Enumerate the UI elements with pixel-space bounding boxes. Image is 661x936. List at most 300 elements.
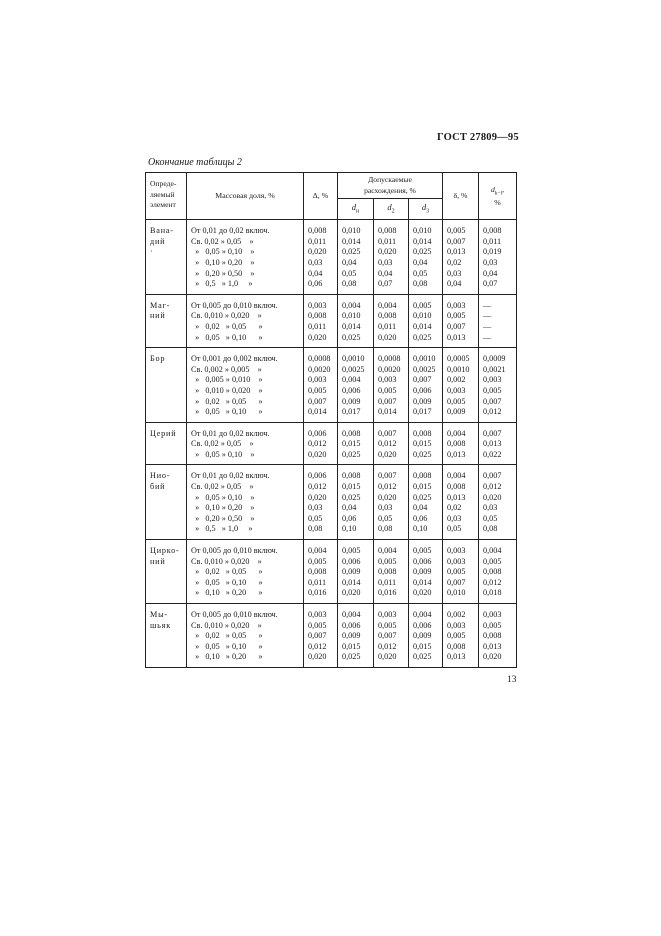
cell-line: 0,005 [413, 546, 432, 556]
cell-line: 0,025 [413, 332, 432, 342]
cell-line: 0,005 [483, 620, 502, 630]
cell-line: 0,003 [447, 620, 466, 630]
cell-line: 0,016 [378, 588, 397, 598]
dn-cell [338, 465, 374, 540]
dk-cell [479, 220, 517, 295]
mass-range-cell [187, 540, 304, 604]
cell-line: 0,03 [378, 503, 393, 513]
cell-line: 0,011 [483, 236, 502, 246]
cell-line: 0,06 [342, 513, 357, 523]
cell-line: 0,008 [413, 471, 432, 481]
cell-line: 0,003 [308, 375, 327, 385]
cell-line: 0,006 [413, 385, 432, 395]
cell-line: » 0,5 » 1,0 » [191, 524, 253, 534]
cell-line: 0,011 [378, 577, 397, 587]
mass-range-cell [187, 604, 304, 668]
cell-line: » 0,05 » 0,10 » [191, 247, 255, 257]
delta-cell [304, 422, 338, 465]
cell-line: 0,004 [378, 300, 397, 310]
cell-line: 0,010 [342, 226, 361, 236]
cell-line: 0,008 [378, 567, 397, 577]
cell-line: 0,012 [483, 407, 502, 417]
d3-cell [409, 465, 443, 540]
element-cell [146, 465, 187, 540]
cell-line: дий [150, 236, 166, 246]
column-header-dopusk [338, 173, 443, 199]
cell-line: 0,011 [308, 577, 327, 587]
column-header-d2 [374, 199, 409, 220]
cell-line: 0,06 [308, 279, 323, 289]
sigma-cell [443, 465, 479, 540]
d2-cell [374, 604, 409, 668]
d3-cell [409, 348, 443, 423]
cell-line: 0,005 [447, 631, 466, 641]
cell-line: 0,03 [378, 257, 393, 267]
cell-line: » 0,02 » 0,05 » [191, 321, 263, 331]
cell-line: 0,012 [483, 482, 502, 492]
cell-line: 0,011 [308, 236, 327, 246]
sigma-cell [443, 422, 479, 465]
column-header-dk: $d_{k-l}$, % [479, 173, 517, 220]
cell-line: 0,015 [413, 439, 432, 449]
cell-line: 0,025 [342, 449, 361, 459]
cell-line: Вана- [150, 226, 174, 236]
dk-subscript: k−l [494, 190, 503, 197]
d2-cell [374, 540, 409, 604]
cell-line: 0,025 [413, 492, 432, 502]
cell-line: 0,005 [308, 556, 327, 566]
cell-line: 0,002 [447, 610, 466, 619]
cell-line: 0,007 [378, 396, 397, 406]
cell-line: 0,007 [378, 471, 397, 481]
cell-line: 0,006 [342, 620, 361, 630]
cell-line: 0,007 [483, 471, 502, 481]
cell-line: 0,05 [342, 268, 357, 278]
cell-line: 0,008 [308, 226, 327, 236]
cell-line: » 0,05 » 0,10 » [191, 449, 255, 459]
cell-line: 0,10 [413, 524, 428, 534]
dn-cell [338, 220, 374, 295]
cell-line: 0,020 [378, 247, 397, 257]
table-row [146, 294, 517, 347]
cell-line: » 0,10 » 0,20 » [191, 257, 255, 267]
cell-line: Св. 0,02 » 0,05 » [191, 439, 254, 449]
cell-line: 0,006 [413, 556, 432, 566]
cell-line: » 0,10 » 0,20 » [191, 503, 255, 513]
cell-line: 0,08 [413, 279, 428, 289]
dk-cell [479, 465, 517, 540]
dn-cell [338, 294, 374, 347]
cell-line: » 0,05 » 0,10 » [191, 577, 263, 587]
mass-range-cell [187, 220, 304, 295]
cell-line: » 0,05 » 0,10 » [191, 407, 263, 417]
cell-line: Маг- [150, 300, 171, 310]
dk-cell [479, 540, 517, 604]
cell-line: 0,020 [308, 492, 327, 502]
cell-line: 0,04 [483, 268, 498, 278]
dn-symbol: d [351, 201, 357, 212]
table-row [146, 422, 517, 465]
cell-line: 0,012 [308, 482, 327, 492]
cell-line: 0,003 [447, 556, 466, 566]
cell-line: 0,02 [447, 257, 462, 267]
cell-line: 0,019 [483, 247, 502, 257]
column-header-dn [338, 199, 374, 220]
cell-line: 0,05 [308, 513, 323, 523]
table-row [146, 540, 517, 604]
cell-line: — [483, 332, 492, 342]
cell-line: ний [150, 556, 166, 566]
delta-cell [304, 604, 338, 668]
dk-cell [479, 604, 517, 668]
cell-line: 0,012 [308, 641, 327, 651]
sigma-cell [443, 540, 479, 604]
header-line: Допускаемые [368, 175, 412, 184]
table-row [146, 220, 517, 295]
cell-line: ний [150, 311, 166, 321]
d2-cell [374, 422, 409, 465]
cell-line: 0,008 [447, 641, 466, 651]
cell-line: 0,004 [447, 471, 466, 481]
cell-line: От 0,005 до 0,010 включ. [191, 300, 278, 310]
cell-line: 0,0020 [378, 364, 401, 374]
mass-range-cell [187, 465, 304, 540]
cell-line: 0,003 [378, 610, 397, 619]
element-cell [146, 220, 187, 295]
cell-line: 0,005 [378, 385, 397, 395]
cell-line: 0,004 [378, 546, 397, 556]
cell-line: 0,017 [342, 407, 361, 417]
page-number: 13 [507, 675, 517, 685]
dn-cell [338, 540, 374, 604]
cell-line: 0,004 [308, 546, 327, 556]
cell-line: 0,025 [342, 332, 361, 342]
cell-line: 0,005 [378, 556, 397, 566]
cell-line: 0,08 [378, 524, 393, 534]
cell-line: 0,005 [447, 567, 466, 577]
cell-line: 0,10 [342, 524, 357, 534]
cell-line: Св. 0,02 » 0,05 » [191, 236, 254, 246]
cell-line: 0,007 [447, 577, 466, 587]
cell-line: 0,012 [378, 439, 397, 449]
sigma-cell [443, 294, 479, 347]
d2-symbol: d [387, 201, 392, 212]
cell-line: 0,003 [308, 300, 327, 310]
d2-cell [374, 220, 409, 295]
d3-cell [409, 540, 443, 604]
cell-line: 0,013 [447, 449, 466, 459]
cell-line: 0,03 [447, 513, 462, 523]
cell-line: 0,004 [447, 428, 466, 438]
cell-line: 0,007 [483, 396, 502, 406]
cell-line: 0,011 [308, 321, 327, 331]
d2-cell [374, 294, 409, 347]
cell-line: 0,020 [413, 588, 432, 598]
cell-line: 0,0008 [378, 354, 401, 364]
cell-line: 0,009 [342, 396, 361, 406]
cell-line: 0,03 [483, 503, 498, 513]
cell-line: 0,04 [342, 503, 357, 513]
cell-line: 0,013 [447, 492, 466, 502]
d3-symbol: d [421, 201, 427, 212]
cell-line: 0,025 [413, 247, 432, 257]
d3-cell [409, 422, 443, 465]
dk-cell [479, 422, 517, 465]
cell-line: 0,020 [378, 652, 397, 662]
table-row [146, 348, 517, 423]
cell-line: 0,05 [483, 513, 498, 523]
cell-line: 0,007 [378, 631, 397, 641]
delta-cell [304, 465, 338, 540]
cell-line: 0,008 [447, 439, 466, 449]
standard-header: ГОСТ 27809—95 [437, 132, 519, 143]
cell-line: 0,005 [308, 620, 327, 630]
d2-cell [374, 465, 409, 540]
cell-line: 0,0025 [413, 364, 436, 374]
cell-line: 0,011 [378, 236, 397, 246]
cell-line: 0,014 [342, 321, 361, 331]
cell-line: 0,006 [308, 471, 327, 481]
cell-line: 0,015 [413, 482, 432, 492]
element-cell [146, 294, 187, 347]
cell-line: 0,007 [308, 631, 327, 641]
cell-line: Св. 0,002 » 0,005 » [191, 364, 262, 374]
cell-line: 0,014 [342, 236, 361, 246]
cell-line: 0,015 [342, 641, 361, 651]
cell-line: 0,008 [342, 471, 361, 481]
cell-line: 0,025 [342, 247, 361, 257]
cell-line: 0,005 [447, 311, 466, 321]
cell-line: 0,002 [447, 375, 466, 385]
cell-line: 0,008 [447, 482, 466, 492]
cell-line: 0,006 [342, 556, 361, 566]
dn-subscript: н [356, 208, 360, 215]
cell-line: 0,007 [413, 375, 432, 385]
cell-line: 0,003 [308, 610, 327, 619]
cell-line: 0,008 [413, 428, 432, 438]
cell-line: 0,008 [483, 226, 502, 236]
cell-line: 0,020 [308, 449, 327, 459]
cell-line: 0,011 [378, 321, 397, 331]
d2-cell [374, 348, 409, 423]
cell-line: 0,020 [342, 588, 361, 598]
cell-line: 0,012 [308, 439, 327, 449]
cell-line: 0,03 [308, 503, 323, 513]
cell-line: 0,0008 [308, 354, 331, 364]
dk-symbol: d [490, 184, 495, 194]
cell-line: 0,013 [447, 332, 466, 342]
cell-line: 0,06 [413, 513, 428, 523]
cell-line: 0,014 [378, 407, 397, 417]
cell-line: 0,03 [483, 257, 498, 267]
cell-line: 0,005 [483, 556, 502, 566]
cell-line: 0,006 [342, 385, 361, 395]
cell-line: 0,0010 [447, 364, 470, 374]
cell-line: » 0,02 » 0,05 » [191, 396, 263, 406]
cell-line: 0,020 [378, 449, 397, 459]
cell-line: Нио- [150, 471, 171, 481]
cell-line: 0,02 [447, 503, 462, 513]
cell-line: 0,014 [413, 577, 432, 587]
cell-line: 0,0010 [413, 354, 436, 364]
dn-cell [338, 348, 374, 423]
cell-line: » 0,02 » 0,05 » [191, 567, 263, 577]
cell-line: 0,012 [483, 577, 502, 587]
cell-line: 0,05 [447, 524, 462, 534]
cell-line: Бор [150, 354, 166, 364]
cell-line: » 0,5 » 1,0 » [191, 279, 253, 289]
cell-line: 0,004 [413, 610, 432, 619]
cell-line: 0,022 [483, 449, 502, 459]
cell-line: От 0,01 до 0,02 включ. [191, 471, 270, 481]
element-cell [146, 422, 187, 465]
cell-line: Св. 0,010 » 0,020 » [191, 556, 262, 566]
cell-line: 0,004 [342, 610, 361, 619]
cell-line: 0,010 [413, 226, 432, 236]
cell-line: 0,007 [483, 428, 502, 438]
cell-line: 0,013 [447, 652, 466, 662]
cell-line: 0,04 [342, 257, 357, 267]
cell-line: · [150, 247, 154, 257]
column-header-delta: Δ, % [304, 173, 338, 220]
dn-cell [338, 422, 374, 465]
cell-line: 0,010 [342, 311, 361, 321]
cell-line: 0,004 [342, 375, 361, 385]
table-body [146, 220, 517, 668]
cell-line: » 0,05 » 0,10 » [191, 492, 255, 502]
cell-line: » 0,10 » 0,20 » [191, 652, 263, 662]
cell-line: 0,006 [308, 428, 327, 438]
dn-cell [338, 604, 374, 668]
cell-line: 0,010 [447, 588, 466, 598]
cell-line: 0,025 [413, 449, 432, 459]
cell-line: 0,005 [447, 396, 466, 406]
d3-cell [409, 604, 443, 668]
cell-line: 0,020 [308, 652, 327, 662]
mass-range-cell [187, 294, 304, 347]
d3-cell [409, 220, 443, 295]
cell-line: 0,0020 [308, 364, 331, 374]
cell-line: 0,008 [378, 226, 397, 236]
cell-line: 0,018 [483, 588, 502, 598]
cell-line: 0,008 [308, 311, 327, 321]
cell-line: От 0,005 до 0,010 включ. [191, 610, 278, 619]
header-line: Опреде- [150, 179, 177, 188]
cell-line: 0,005 [413, 300, 432, 310]
dk-cell [479, 348, 517, 423]
cell-line: 0,003 [483, 610, 502, 619]
cell-line: 0,04 [413, 257, 428, 267]
header-line: ляемый [150, 189, 175, 199]
cell-line: 0,020 [378, 492, 397, 502]
cell-line: 0,04 [378, 268, 393, 278]
cell-line: 0,0025 [342, 364, 365, 374]
cell-line: » 0,05 » 0,10 » [191, 332, 263, 342]
cell-line: 0,025 [413, 652, 432, 662]
cell-line: Св. 0,02 » 0,05 » [191, 482, 254, 492]
cell-line: » 0,010 » 0,020 » [191, 385, 263, 395]
cell-line: Св. 0,010 » 0,020 » [191, 311, 262, 321]
cell-line: 0,015 [342, 439, 361, 449]
cell-line: 0,013 [447, 247, 466, 257]
column-header-d3 [409, 199, 443, 220]
cell-line: 0,014 [342, 577, 361, 587]
table-caption: Окончание таблицы 2 [148, 157, 242, 168]
cell-line: 0,009 [342, 631, 361, 641]
cell-line: 0,007 [447, 236, 466, 246]
cell-line: 0,03 [447, 268, 462, 278]
cell-line: 0,008 [342, 428, 361, 438]
cell-line: 0,013 [483, 641, 502, 651]
cell-line: 0,020 [308, 247, 327, 257]
cell-line: — [483, 311, 492, 321]
cell-line: 0,009 [342, 567, 361, 577]
cell-line: 0,004 [342, 300, 361, 310]
cell-line: 0,016 [308, 588, 327, 598]
column-header-mass: Массовая доля, % [187, 173, 304, 220]
cell-line: 0,0005 [447, 354, 470, 364]
cell-line: 0,003 [378, 375, 397, 385]
cell-line: 0,014 [413, 321, 432, 331]
cell-line: » 0,02 » 0,05 » [191, 631, 263, 641]
cell-line: 0,025 [342, 492, 361, 502]
cell-line: Мы- [150, 610, 168, 619]
cell-line: 0,003 [483, 375, 502, 385]
cell-line: 0,07 [378, 279, 393, 289]
cell-line: 0,020 [483, 652, 502, 662]
table-row [146, 604, 517, 668]
element-cell [146, 540, 187, 604]
cell-line: 0,07 [483, 279, 498, 289]
data-table [145, 172, 517, 668]
cell-line: 0,007 [378, 428, 397, 438]
delta-cell [304, 540, 338, 604]
cell-line: 0,012 [378, 482, 397, 492]
cell-line: 0,009 [447, 407, 466, 417]
cell-line: От 0,01 до 0,02 включ. [191, 226, 270, 236]
element-cell [146, 348, 187, 423]
cell-line: 0,05 [378, 513, 393, 523]
cell-line: 0,015 [413, 641, 432, 651]
mass-range-cell [187, 348, 304, 423]
column-header-sigma: δ, % [443, 173, 479, 220]
cell-line: 0,04 [447, 279, 462, 289]
header-line: элемент [150, 200, 176, 210]
cell-line: — [483, 321, 492, 331]
dk-cell [479, 294, 517, 347]
table-row [146, 465, 517, 540]
cell-line: » 0,20 » 0,50 » [191, 268, 255, 278]
cell-line: 0,009 [413, 567, 432, 577]
d3-cell [409, 294, 443, 347]
cell-line: 0,0021 [483, 364, 506, 374]
d3-subscript: 3 [426, 208, 430, 215]
cell-line: 0,008 [483, 631, 502, 641]
cell-line: » 0,005 » 0,010 » [191, 375, 263, 385]
column-header-element [146, 173, 187, 220]
cell-line: 0,08 [308, 524, 323, 534]
cell-line: Церий [150, 428, 177, 438]
cell-line: 0,03 [308, 257, 323, 267]
cell-line: 0,008 [308, 567, 327, 577]
cell-line: 0,04 [413, 503, 428, 513]
cell-line: 0,012 [378, 641, 397, 651]
cell-line: 0,005 [342, 546, 361, 556]
cell-line: 0,010 [413, 311, 432, 321]
cell-line: 0,025 [342, 652, 361, 662]
cell-line: 0,007 [308, 396, 327, 406]
cell-line: 0,05 [413, 268, 428, 278]
